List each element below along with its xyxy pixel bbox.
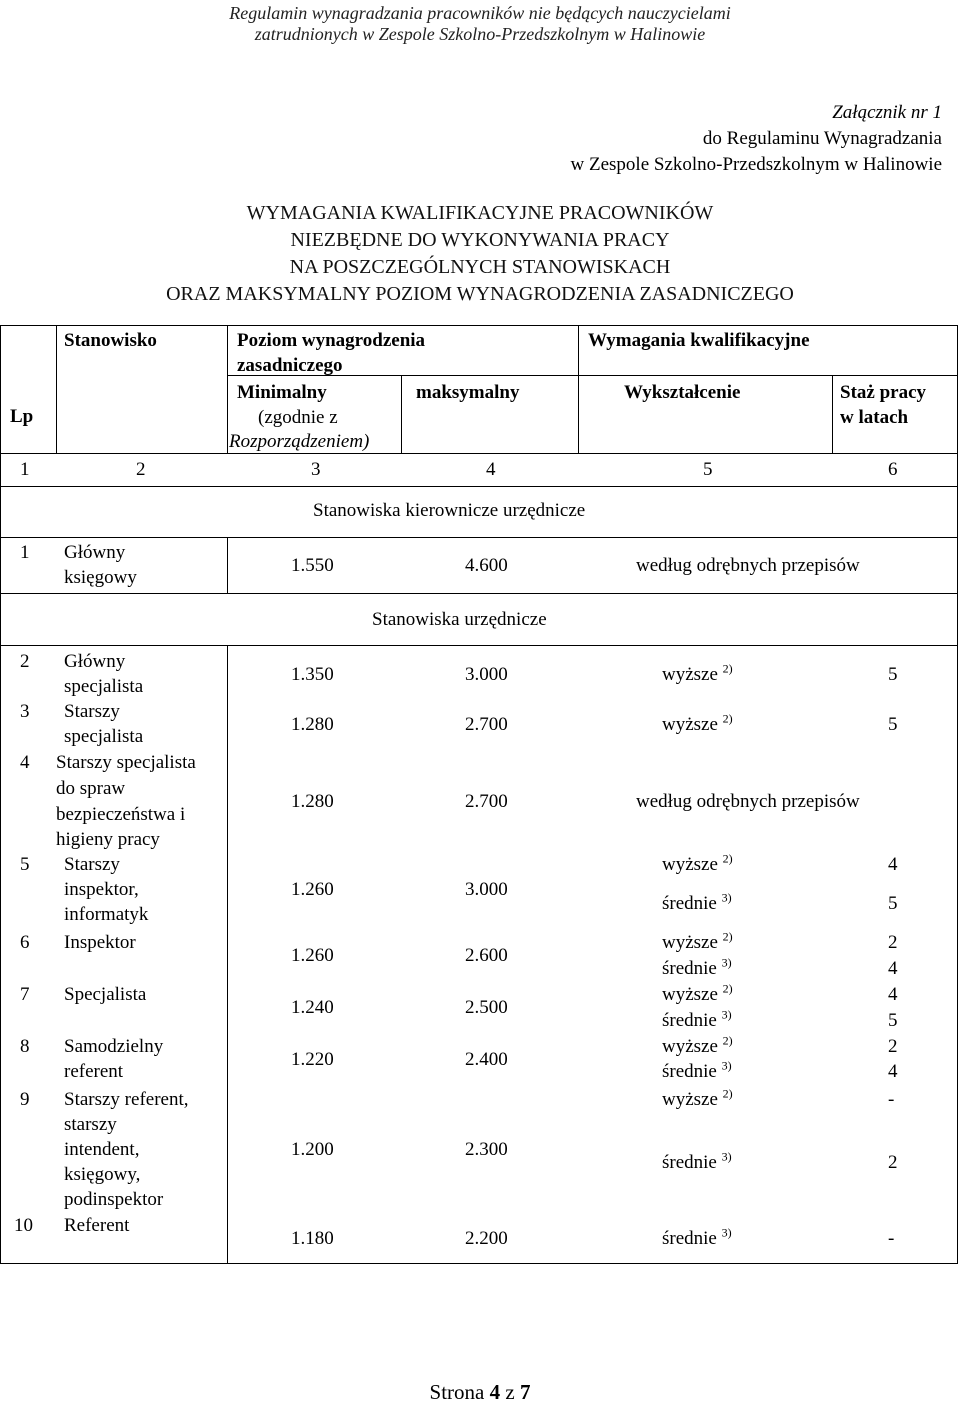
header-bottom-line	[0, 453, 958, 454]
row7-education-2: średnie $^{3)}$	[662, 1007, 732, 1031]
row2-education: wyższe $^{2)}$	[662, 661, 733, 685]
row8-years-2: 4	[888, 1061, 898, 1082]
col-number-6: 6	[888, 459, 898, 480]
row6-name-1: Inspektor	[64, 932, 136, 953]
row4-min: 1.280	[291, 791, 334, 812]
section2-bottom-line	[0, 645, 958, 646]
row5-years-2: 5	[888, 893, 898, 914]
footer-prefix: Strona	[429, 1380, 485, 1404]
row7-min: 1.240	[291, 997, 334, 1018]
row8-years-1: 2	[888, 1036, 898, 1057]
row1-name-2: księgowy	[64, 567, 137, 588]
row7-lp: 7	[20, 984, 30, 1005]
numbers-bottom-line	[0, 486, 958, 487]
section1-bottom-line	[0, 537, 958, 538]
title-line-1: WYMAGANIA KWALIFIKACYJNE PRACOWNIKÓW	[246, 202, 714, 224]
row8-max: 2.400	[465, 1049, 508, 1070]
row1-bottom-line	[0, 593, 958, 594]
annex-title: Załącznik nr 1	[832, 102, 942, 123]
row4-requirements: według odrębnych przepisów	[636, 791, 860, 812]
row9-years-2: 2	[888, 1152, 898, 1173]
row5-education-2: średnie $^{3)}$	[662, 890, 732, 914]
col-lp-header: Lp	[10, 406, 34, 427]
row8-education-2: średnie $^{3)}$	[662, 1058, 732, 1082]
row4-name-1: Starszy specjalista	[56, 752, 196, 773]
row10-min: 1.180	[291, 1228, 334, 1249]
row1-divider	[227, 537, 228, 593]
col-staz-header-2: w latach	[840, 407, 909, 428]
row5-education-1: wyższe $^{2)}$	[662, 851, 733, 875]
row1-name-1: Główny	[64, 542, 126, 563]
col-number-4: 4	[486, 459, 496, 480]
row3-min: 1.280	[291, 714, 334, 735]
row4-name-4: higieny pracy	[56, 829, 160, 850]
row3-education: wyższe $^{2)}$	[662, 711, 733, 735]
row7-name-1: Specjalista	[64, 984, 147, 1005]
row9-min: 1.200	[291, 1139, 334, 1160]
row9-name-3: intendent,	[64, 1139, 140, 1160]
row4-lp: 4	[20, 752, 30, 773]
row7-max: 2.500	[465, 997, 508, 1018]
row5-name-1: Starszy	[64, 854, 120, 875]
row8-lp: 8	[20, 1036, 30, 1057]
row8-min: 1.220	[291, 1049, 334, 1070]
header-line-2: zatrudnionych w Zespole Szkolno-Przedszkolnym w Halinowie	[254, 24, 706, 44]
title-line-2: NIEZBĘDNE DO WYKONYWANIA PRACY	[290, 229, 670, 251]
row9-education-2: średnie $^{3)}$	[662, 1149, 732, 1173]
row10-name-1: Referent	[64, 1215, 130, 1236]
col-number-2: 2	[136, 459, 146, 480]
footer-of: z	[505, 1380, 515, 1404]
header-divider-lp	[56, 325, 57, 453]
row8-name-2: referent	[64, 1061, 124, 1082]
row2-max: 3.000	[465, 664, 508, 685]
row1-min: 1.550	[291, 555, 334, 576]
row10-max: 2.200	[465, 1228, 508, 1249]
row6-years-2: 4	[888, 958, 898, 979]
row2-name-2: specjalista	[64, 676, 144, 697]
requirements-table	[0, 325, 959, 1265]
row7-education-1: wyższe $^{2)}$	[662, 981, 733, 1005]
annex-note	[571, 100, 942, 178]
row6-max: 2.600	[465, 945, 508, 966]
row7-years-2: 5	[888, 1010, 898, 1031]
row10-education: średnie $^{3)}$	[662, 1225, 732, 1249]
row6-education-2: średnie $^{3)}$	[662, 955, 732, 979]
col-wyksztalcenie-header: Wykształcenie	[624, 382, 741, 403]
row3-years: 5	[888, 714, 898, 735]
section-heading-kierownicze: Stanowiska kierownicze urzędnicze	[313, 500, 586, 521]
row6-lp: 6	[20, 932, 30, 953]
row4-max: 2.700	[465, 791, 508, 812]
row9-years-1: -	[888, 1089, 895, 1110]
row9-lp: 9	[20, 1089, 30, 1110]
col-minimalny-header: Minimalny	[237, 382, 327, 403]
row4-name-3: bezpieczeństwa i	[56, 804, 186, 825]
document-title	[0, 200, 960, 308]
row2-name-1: Główny	[64, 651, 126, 672]
col-number-1: 1	[20, 459, 30, 480]
col-minimalny-note-2: Rozporządzeniem)	[229, 431, 370, 452]
row3-name-1: Starszy	[64, 701, 120, 722]
row8-name-1: Samodzielny	[64, 1036, 164, 1057]
header-divider-min-max	[401, 375, 402, 453]
row9-education-1: wyższe $^{2)}$	[662, 1086, 733, 1110]
row1-requirements: według odrębnych przepisów	[636, 555, 860, 576]
row6-min: 1.260	[291, 945, 334, 966]
page-footer	[0, 1380, 960, 1405]
row9-name-5: podinspektor	[64, 1189, 164, 1210]
row9-max: 2.300	[465, 1139, 508, 1160]
annex-line-3: w Zespole Szkolno-Przedszkolnym w Halinowie	[570, 154, 942, 175]
row3-lp: 3	[20, 701, 30, 722]
row4-name-2: do spraw	[56, 778, 126, 799]
row1-max: 4.600	[465, 555, 508, 576]
table-border-left	[0, 325, 1, 1264]
col-wymagania-header: Wymagania kwalifikacyjne	[588, 330, 810, 351]
row8-education-1: wyższe $^{2)}$	[662, 1033, 733, 1057]
row6-years-1: 2	[888, 932, 898, 953]
row5-name-2: inspektor,	[64, 879, 139, 900]
table-border-top	[0, 325, 958, 326]
title-line-3: NA POSZCZEGÓLNYCH STANOWISKACH	[289, 256, 671, 278]
col-stanowisko-header: Stanowisko	[64, 330, 157, 351]
col-staz-header-1: Staż pracy	[840, 382, 927, 403]
col-number-3: 3	[311, 459, 321, 480]
row5-max: 3.000	[465, 879, 508, 900]
section-heading-urzednicze: Stanowiska urzędnicze	[372, 609, 547, 630]
row10-years: -	[888, 1228, 895, 1249]
row2-years: 5	[888, 664, 898, 685]
table-border-right	[957, 325, 958, 1264]
footer-total-pages: 7	[519, 1380, 531, 1404]
row2-min: 1.350	[291, 664, 334, 685]
header-divider-stanowisko	[227, 325, 228, 453]
row2-lp: 2	[20, 651, 30, 672]
row5-lp: 5	[20, 854, 30, 875]
table-border-bottom	[0, 1263, 958, 1264]
row5-years-1: 4	[888, 854, 898, 875]
row1-lp: 1	[20, 542, 30, 563]
body-divider	[227, 645, 228, 1263]
col-minimalny-note-1: (zgodnie z	[258, 407, 338, 428]
header-divider-edu-staz	[832, 375, 833, 453]
footer-page-number: 4	[489, 1380, 501, 1404]
col-number-5: 5	[703, 459, 713, 480]
row10-lp: 10	[14, 1215, 33, 1236]
col-poziom-header-2: zasadniczego	[237, 355, 343, 376]
header-divider-poziom	[578, 325, 579, 453]
row5-min: 1.260	[291, 879, 334, 900]
row7-years-1: 4	[888, 984, 898, 1005]
row9-name-2: starszy	[64, 1114, 117, 1135]
row6-education-1: wyższe $^{2)}$	[662, 929, 733, 953]
row3-name-2: specjalista	[64, 726, 144, 747]
row9-name-4: księgowy,	[64, 1164, 141, 1185]
row9-name-1: Starszy referent,	[64, 1089, 189, 1110]
title-line-4: ORAZ MAKSYMALNY POZIOM WYNAGRODZENIA ZASADNICZEGO	[166, 283, 794, 305]
row3-max: 2.700	[465, 714, 508, 735]
row5-name-3: informatyk	[64, 904, 149, 925]
col-maksymalny-header: maksymalny	[416, 382, 520, 403]
col-poziom-header-1: Poziom wynagrodzenia	[237, 330, 426, 351]
annex-line-2: do Regulaminu Wynagradzania	[702, 128, 942, 149]
header-line-1: Regulamin wynagradzania pracowników nie będących nauczycielami	[229, 3, 731, 23]
